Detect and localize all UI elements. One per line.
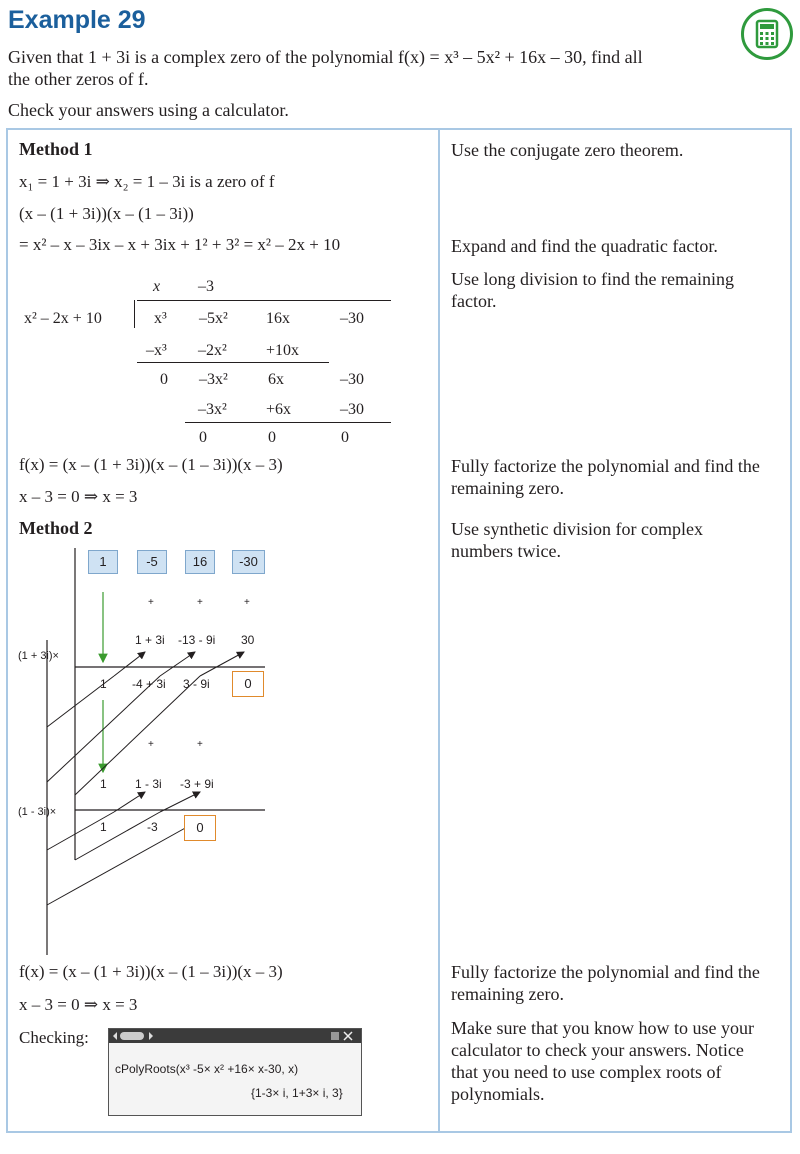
remainder-term: –3x² bbox=[199, 371, 228, 388]
remainder-term: –30 bbox=[340, 371, 364, 388]
subtract-term: –3x² bbox=[198, 401, 227, 418]
quotient-term: –3 bbox=[198, 278, 214, 295]
dividend-term: x³ bbox=[154, 310, 167, 327]
coefficient-box: 1 bbox=[88, 550, 118, 574]
plus-sign: + bbox=[197, 739, 203, 750]
product-term: -3 + 9i bbox=[180, 777, 214, 791]
subtract-term: –30 bbox=[340, 401, 364, 418]
coefficient-box: -5 bbox=[137, 550, 167, 574]
note-synthetic: Use synthetic division for complex numbers twice. bbox=[451, 519, 703, 561]
method1-heading: Method 1 bbox=[19, 139, 93, 159]
product-term: 30 bbox=[241, 633, 255, 647]
method1-line1: x₁ = 1 + 3i ⇒ x₂ = 1 – 3i is a zero of f bbox=[19, 172, 275, 191]
division-bar bbox=[137, 300, 391, 301]
dividend-term: –30 bbox=[340, 310, 364, 327]
calculator-icon bbox=[741, 8, 793, 60]
intro-line-2: the other zeros of f. bbox=[8, 69, 149, 89]
synthetic-lines bbox=[0, 540, 440, 960]
method1-line2: (x – (1 + 3i))(x – (1 – 3i)) bbox=[19, 204, 194, 223]
coefficient-box: 16 bbox=[185, 550, 215, 574]
final-remainder: 0 bbox=[341, 429, 349, 446]
final-remainder: 0 bbox=[199, 429, 207, 446]
subtract-term: +10x bbox=[266, 342, 300, 359]
product-term: 1 + 3i bbox=[135, 633, 165, 647]
method1-zero: x – 3 = 0 ⇒ x = 3 bbox=[19, 487, 138, 506]
multiplier-label: (1 + 3i)× bbox=[18, 650, 59, 662]
note-conjugate: Use the conjugate zero theorem. bbox=[451, 140, 684, 160]
dividend-term: –5x² bbox=[199, 310, 228, 327]
multiplier-label: (1 - 3i)× bbox=[18, 806, 57, 818]
note-calculator: Make sure that you know how to use your calculator to check your answers. Notice that you need to use complex roots of polynomials. bbox=[451, 1018, 754, 1104]
method2-result: f(x) = (x – (1 + 3i))(x – (1 – 3i))(x – 3) bbox=[19, 962, 283, 981]
division-rule bbox=[185, 422, 391, 423]
sum-term: -4 + 3i bbox=[132, 677, 166, 691]
coefficient-box: -30 bbox=[232, 550, 265, 574]
method1-result: f(x) = (x – (1 + 3i))(x – (1 – 3i))(x – 3) bbox=[19, 455, 283, 474]
subtract-term: +6x bbox=[266, 401, 292, 418]
remainder-box: 0 bbox=[232, 671, 264, 697]
note-factorize-1: Fully factorize the polynomial and find the remaining zero. bbox=[451, 456, 760, 498]
plus-sign: + bbox=[148, 739, 154, 750]
note-expand: Expand and find the quadratic factor. bbox=[451, 236, 718, 256]
subtract-term: –2x² bbox=[198, 342, 227, 359]
sum-term: 1 bbox=[100, 677, 107, 691]
calculator-input: cPolyRoots(x³ -5× x² +16× x-30, x) bbox=[115, 1062, 299, 1076]
final-remainder: 0 bbox=[268, 429, 276, 446]
product-term: -13 - 9i bbox=[178, 633, 216, 647]
division-bracket bbox=[134, 300, 135, 328]
note-long-division: Use long division to find the remaining factor. bbox=[451, 269, 734, 311]
dividend-term: 16x bbox=[266, 310, 290, 327]
calculator-output: {1-3× i, 1+3× i, 3} bbox=[251, 1086, 343, 1100]
method2-zero: x – 3 = 0 ⇒ x = 3 bbox=[19, 995, 138, 1014]
remainder-box: 0 bbox=[184, 815, 216, 841]
plus-sign: + bbox=[197, 597, 203, 608]
divisor: x² – 2x + 10 bbox=[24, 310, 102, 327]
method2-heading: Method 2 bbox=[19, 518, 93, 538]
checking-label: Checking: bbox=[19, 1028, 89, 1047]
plus-sign: + bbox=[244, 597, 250, 608]
example-title: Example 29 bbox=[8, 6, 146, 34]
intro-line-1: Given that 1 + 3i is a complex zero of the polynomial f(x) = x³ – 5x² + 16x – 30, find all bbox=[8, 47, 643, 67]
intro-line-3: Check your answers using a calculator. bbox=[8, 100, 289, 120]
sum-term: -3 bbox=[147, 820, 158, 834]
remainder-term: 6x bbox=[268, 371, 284, 388]
division-rule bbox=[137, 362, 329, 363]
sum-term: 1 bbox=[100, 820, 107, 834]
calculator-toolbar bbox=[109, 1029, 361, 1043]
sum-term: 1 bbox=[100, 777, 107, 791]
plus-sign: + bbox=[148, 597, 154, 608]
calculator-screen bbox=[108, 1028, 362, 1116]
product-term: 1 - 3i bbox=[135, 777, 162, 791]
note-factorize-2: Fully factorize the polynomial and find the remaining zero. bbox=[451, 962, 760, 1004]
method1-line3: = x² – x – 3ix – x + 3ix + 1² + 3² = x² – 2x + 10 bbox=[19, 235, 341, 254]
remainder-term: 0 bbox=[160, 371, 168, 388]
sum-term: 3 - 9i bbox=[183, 677, 210, 691]
subtract-term: –x³ bbox=[146, 342, 167, 359]
quotient-term: x bbox=[153, 278, 161, 295]
